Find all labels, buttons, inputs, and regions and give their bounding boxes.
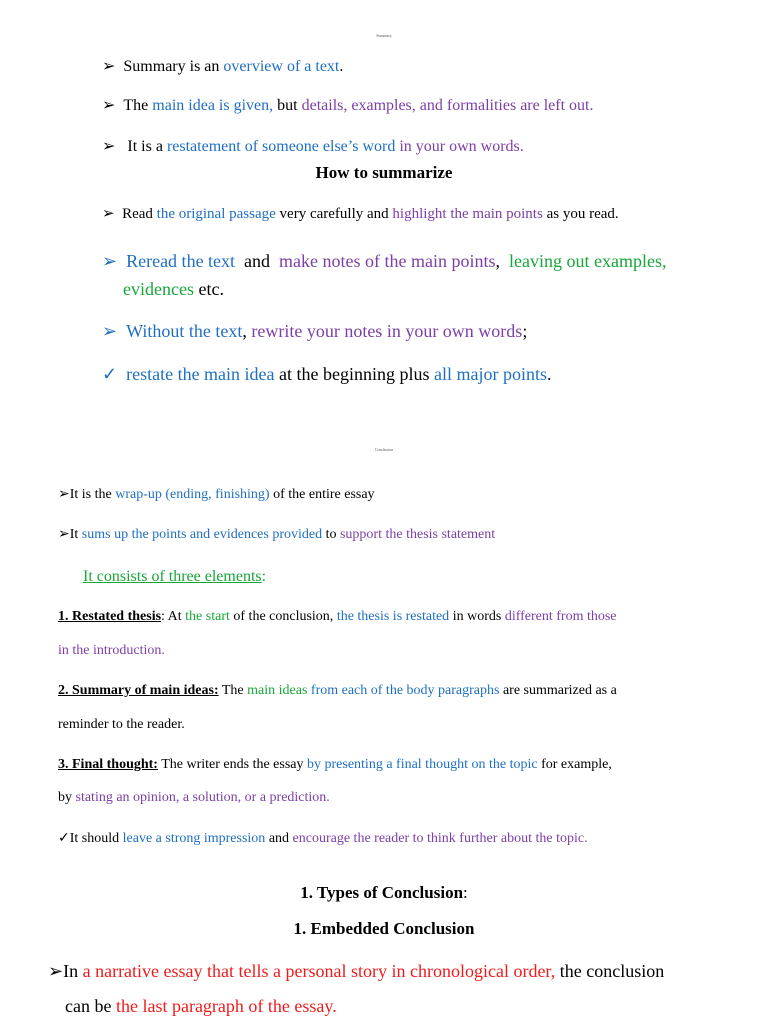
narrative-bullet: [48, 961, 664, 982]
narrative-bullet-cont: [65, 996, 337, 1017]
arrow-bullet-icon: ➢: [58, 487, 70, 502]
text: leave a strong impression: [122, 831, 266, 846]
text: very carefully and: [275, 206, 393, 222]
text: by presenting a final thought on the topic: [307, 757, 538, 772]
text: different from those: [504, 609, 617, 624]
text: evidences: [123, 279, 194, 299]
text: It is a: [123, 138, 167, 155]
text: At: [164, 609, 186, 624]
element-summary-main-ideas: [58, 683, 617, 699]
how-step-1: [102, 204, 619, 223]
label: 3. Final thought:: [58, 757, 158, 772]
text: to: [322, 527, 340, 542]
text: rewrite your notes in your own words: [251, 321, 523, 341]
arrow-bullet-icon: ➢: [102, 97, 116, 114]
how-to-summarize-heading: How to summarize: [315, 163, 453, 182]
text: the start: [185, 609, 230, 624]
arrow-bullet-icon: ➢: [48, 961, 64, 981]
impression-bullet: [58, 830, 588, 847]
text: for example,: [537, 757, 612, 772]
label: 2. Summary of main ideas:: [58, 683, 219, 698]
label: 1. Restated thesis: [58, 609, 162, 624]
text: wrap-up (ending, finishing): [115, 487, 270, 502]
text: It is the: [69, 487, 116, 502]
summary-bullet-2: [102, 95, 594, 115]
text: restatement of someone else’s word: [166, 138, 396, 155]
text: etc.: [193, 279, 224, 299]
text: the thesis is restated: [336, 609, 450, 624]
text: in your own words.: [395, 138, 524, 155]
text: and: [265, 831, 293, 846]
text: in the introduction.: [58, 643, 165, 658]
text: .: [339, 58, 344, 75]
check-bullet-icon: ✓: [102, 364, 118, 384]
text: 1. Types of Conclusion: [300, 883, 464, 902]
text: encourage the reader to think further about the topic: [292, 831, 585, 846]
text: are summarized as a: [499, 683, 617, 698]
text: It: [69, 527, 82, 542]
text: Without the text: [126, 321, 243, 341]
elements-title: [83, 568, 266, 586]
text: details, examples, and formalities are left out: [301, 97, 590, 114]
text: .: [584, 831, 588, 846]
embedded-conclusion-heading: 1. Embedded Conclusion: [293, 919, 475, 938]
element-final-thought-cont: [58, 790, 330, 806]
arrow-bullet-icon: ➢: [102, 206, 115, 222]
check-bullet-icon: ✓: [58, 831, 70, 846]
summary-bullet-1: [102, 56, 343, 76]
text: from each of the body paragraphs: [307, 683, 500, 698]
arrow-bullet-icon: ➢: [102, 251, 118, 271]
text: of the entire essay: [269, 487, 375, 502]
text: The: [218, 683, 248, 698]
text: It should: [69, 831, 123, 846]
how-step-2-cont: [123, 279, 224, 300]
text: of the conclusion,: [229, 609, 337, 624]
text: Read: [122, 206, 157, 222]
text: The: [123, 97, 153, 114]
types-of-conclusion-heading: [0, 883, 768, 903]
conclusion-bullet-1: [58, 486, 375, 503]
text: as you read.: [542, 206, 619, 222]
summary-bullet-3: [102, 136, 524, 156]
text: :: [161, 609, 165, 624]
text: and: [239, 251, 275, 271]
text: highlight the main points: [392, 206, 543, 222]
element-restated-thesis: [58, 609, 617, 625]
text: It consists of three elements: [83, 568, 262, 585]
page-header-conclusion: Conclusion: [374, 447, 394, 452]
text: The writer ends the essay: [157, 757, 307, 772]
text: In: [63, 961, 83, 981]
text: :: [261, 568, 267, 585]
text: a narrative essay that tells a personal story in chronological order,: [82, 961, 556, 981]
text: stating an opinion, a solution, or a prediction.: [75, 790, 330, 805]
element-final-thought: [58, 757, 612, 773]
element-restated-thesis-cont: [58, 643, 165, 659]
arrow-bullet-icon: ➢: [102, 321, 118, 341]
text: all major points: [434, 364, 547, 384]
how-step-3: [102, 321, 527, 342]
arrow-bullet-icon: ➢: [102, 138, 116, 155]
text: the conclusion: [555, 961, 665, 981]
text: ,: [242, 321, 252, 341]
how-step-4: [102, 364, 552, 385]
text: restate the main idea: [126, 364, 275, 384]
arrow-bullet-icon: ➢: [58, 527, 70, 542]
text: main ideas: [247, 683, 308, 698]
text: but: [273, 97, 302, 114]
text: in words: [449, 609, 505, 624]
text: reminder to the reader.: [58, 717, 185, 732]
text: Summary is an: [123, 58, 224, 75]
text: overview of a text: [223, 58, 340, 75]
text: :: [463, 883, 468, 902]
text: ,: [495, 251, 501, 271]
text: Reread the text: [126, 251, 236, 271]
text: leaving out examples,: [504, 251, 667, 271]
text: can be: [65, 996, 116, 1016]
text: sums up the points and evidences provided: [81, 527, 323, 542]
text: at the beginning plus: [274, 364, 435, 384]
arrow-bullet-icon: ➢: [102, 58, 116, 75]
text: main idea is given,: [152, 97, 274, 114]
text: make notes of the main points: [279, 251, 496, 271]
page-header-summary: Summary: [376, 33, 392, 38]
text: the original passage: [156, 206, 276, 222]
element-summary-main-ideas-cont: [58, 717, 185, 733]
how-step-2: [102, 244, 718, 278]
text: .: [547, 364, 552, 384]
conclusion-bullet-2: [58, 526, 495, 543]
text: by: [58, 790, 76, 805]
text: .: [589, 97, 594, 114]
text: the last paragraph of the essay.: [115, 996, 337, 1016]
text: ;: [522, 321, 528, 341]
text: support the thesis statement: [339, 527, 496, 542]
